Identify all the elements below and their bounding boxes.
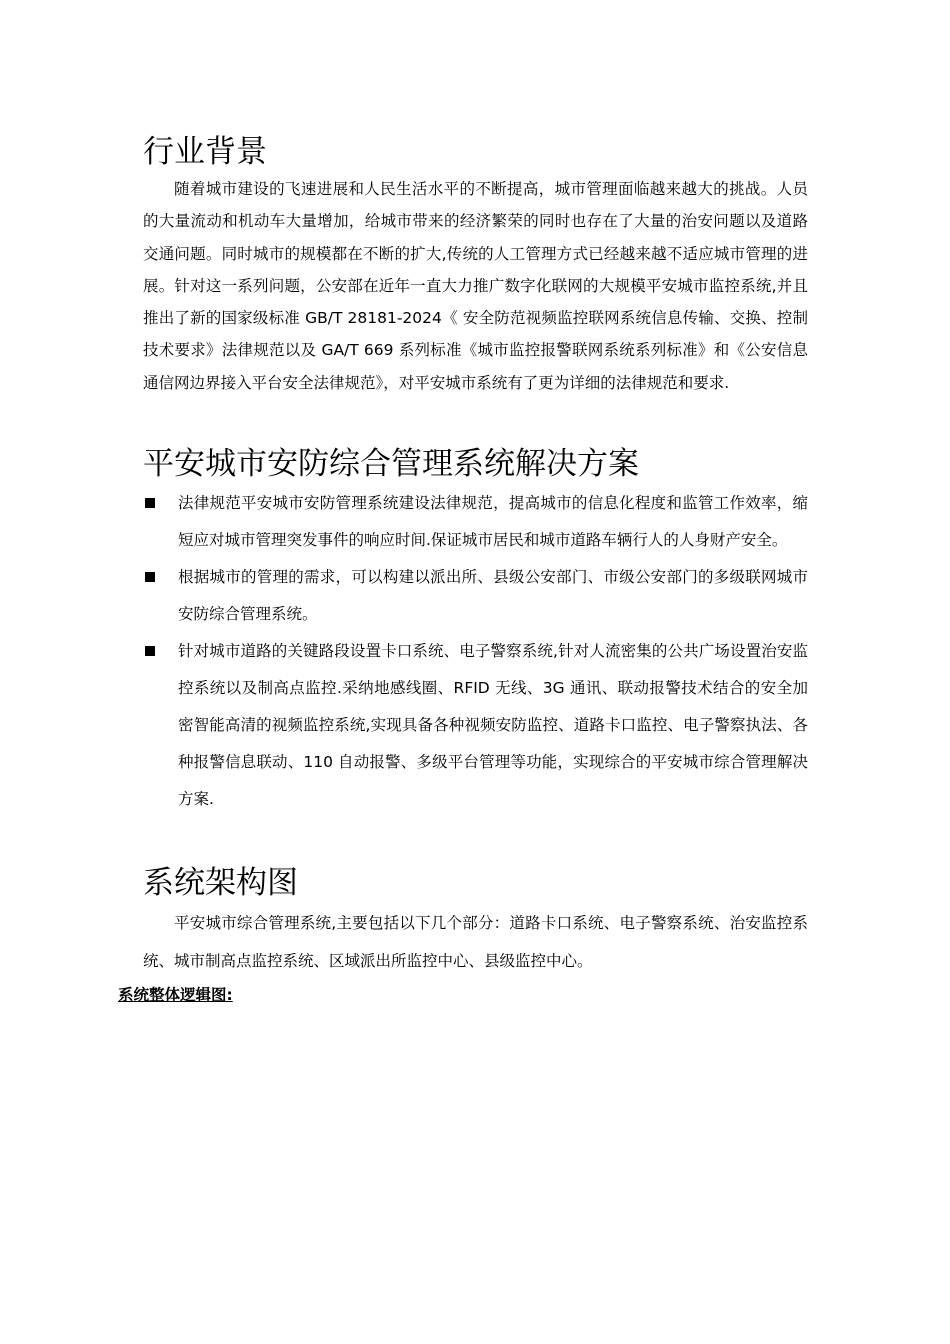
logic-diagram-title: 系统整体逻辑图: xyxy=(118,986,233,1004)
square-bullet-icon xyxy=(145,646,155,656)
architecture-paragraph: 平安城市综合管理系统,主要包括以下几个部分：道路卡口系统、电子警察系统、治安监控系统、城市制高点监控系统、区域派出所监控中心、县级监控中心。 xyxy=(143,914,808,970)
section-title-background: 行业背景 xyxy=(143,134,267,170)
background-paragraph: 随着城市建设的飞速进展和人民生活水平的不断提高，城市管理面临越来越大的挑战。人员的大量流动和机动车大量增加，给城市带来的经济繁荣的同时也存在了大量的治安问题以及道路交通问题。同时城市的规模都在不断的扩大,传统的人工管理方式已经越来越不适应城市管理的进展。针对这一系列问题，公安部在近年一直大力推广数字化联网的大规模平安城市监控系统,并且推出了新的国家级标准 GB/T 28181-2024《 安全防范视频监控联网系统信息传输、交换、控制技术要求》法律规范以及 GA/T 669 系列标准《城市监控报警联网系统系列标准》和《公安信息通信网边界接入平台安全法律规范》，对平安城市系统有了更为详细的法律规范和要求. xyxy=(143,180,808,392)
square-bullet-icon xyxy=(145,572,155,582)
bullet-text: 针对城市道路的关键路段设置卡口系统、电子警察系统,针对人流密集的公共广场设置治安监控系统以及制高点监控.采纳地感线圈、RFID 无线、3G 通讯、联动报警技术结合的安全加密智能高清的视频监控系统,实现具备各种视频安防监控、道路卡口监控、电子警察执法、各种报警信息联动、110 自动报警、多级平台管理等功能，实现综合的平安城市综合管理解决方案. xyxy=(178,642,808,808)
list-item xyxy=(143,485,808,559)
section-title-solution: 平安城市安防综合管理系统解决方案 xyxy=(143,446,639,482)
list-item xyxy=(143,633,808,818)
square-bullet-icon xyxy=(145,498,155,508)
solution-bullet-list xyxy=(143,485,808,818)
section-title-architecture: 系统架构图 xyxy=(143,865,298,901)
bullet-text: 根据城市的管理的需求，可以构建以派出所、县级公安部门、市级公安部门的多级联网城市安防综合管理系统。 xyxy=(178,568,808,623)
list-item xyxy=(143,559,808,633)
bullet-text: 法律规范平安城市安防管理系统建设法律规范，提高城市的信息化程度和监管工作效率，缩短应对城市管理突发事件的响应时间.保证城市居民和城市道路车辆行人的人身财产安全。 xyxy=(178,494,808,549)
